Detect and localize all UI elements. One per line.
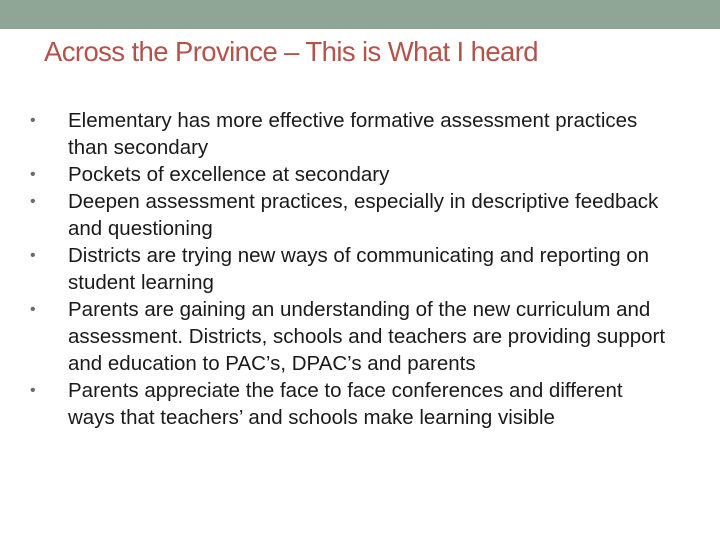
bullet-item-6 xyxy=(30,377,670,431)
bullet-icon: • xyxy=(30,166,36,183)
bullet-icon: • xyxy=(30,193,36,210)
bullet-icon: • xyxy=(30,382,36,399)
bullet-icon: • xyxy=(30,112,36,129)
slide-title: Across the Province – This is What I heard xyxy=(44,36,538,67)
header-band xyxy=(0,0,720,29)
bullet-icon: • xyxy=(30,301,36,318)
bullet-text: Deepen assessment practices, especially in descriptive feedback and questioning xyxy=(68,190,659,240)
bullet-text: Elementary has more effective formative assessment practices than secondary xyxy=(68,109,638,159)
bullet-text: Pockets of excellence at secondary xyxy=(68,163,390,186)
bullet-text: Districts are trying new ways of communicating and reporting on student learning xyxy=(68,244,650,294)
bullet-text: Parents are gaining an understanding of the new curriculum and assessment. Districts, schools and teachers are providing support and education to PAC’s, DPAC’s and parents xyxy=(68,298,666,375)
bullet-text: Parents appreciate the face to face conferences and different ways that teachers’ and schools make learning visible xyxy=(68,379,623,429)
bullet-item-5 xyxy=(30,296,670,377)
bullet-item-2 xyxy=(30,161,670,188)
bullet-item-3 xyxy=(30,188,670,242)
bullet-item-1 xyxy=(30,107,670,161)
bullet-item-4 xyxy=(30,242,670,296)
bullet-icon: • xyxy=(30,247,36,264)
bullet-list xyxy=(30,107,670,431)
